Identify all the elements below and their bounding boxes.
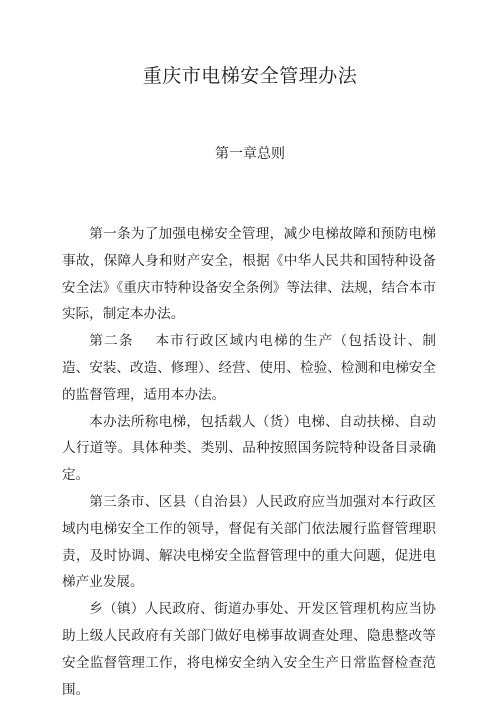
paragraph-article-2 [62,328,436,408]
paragraph-article-3-clause-2 [62,596,436,703]
article-number: 第二条 [89,333,134,350]
paragraph-text: 第三条市、区县（自治县）人民政府应当加强对本行政区域内电梯安全工作的领导，督促有关部门依法履行监督管理职责，及时协调、解决电梯安全监督管理中的重大问题，促进电梯产业发展。 [62,493,436,591]
paragraph-text: 第一条为了加强电梯安全管理，减少电梯故障和预防电梯事故，保障人身和财产安全，根据《中华人民共和国特种设备安全法》《重庆市特种设备安全条例》等法律、法规，结合本市实际，制定本办法。 [62,226,436,323]
paragraph-text: 乡（镇）人民政府、街道办事处、开发区管理机构应当协助上级人民政府有关部门做好电梯事故调查处理、隐患整改等安全监督管理工作，将电梯安全纳入安全生产日常监督检查范围。 [62,601,436,698]
paragraph-elevator-definition [62,409,436,489]
paragraph-article-1 [62,221,436,328]
paragraph-article-3 [62,489,436,596]
document-title: 重庆市电梯安全管理办法 [142,65,358,87]
chapter-heading: 第一章总则 [215,146,285,162]
paragraph-text: 本办法所称电梯，包括载人（货）电梯、自动扶梯、自动人行道等。具体种类、类别、品种按照国务院特种设备目录确定。 [62,413,436,484]
paragraph-text: 本市行政区域内电梯的生产（包括设计、制造、安装、改造、修理）、经营、使用、检验、检测和电梯安全的监督管理，适用本办法。 [62,333,437,403]
document-body [62,221,436,703]
